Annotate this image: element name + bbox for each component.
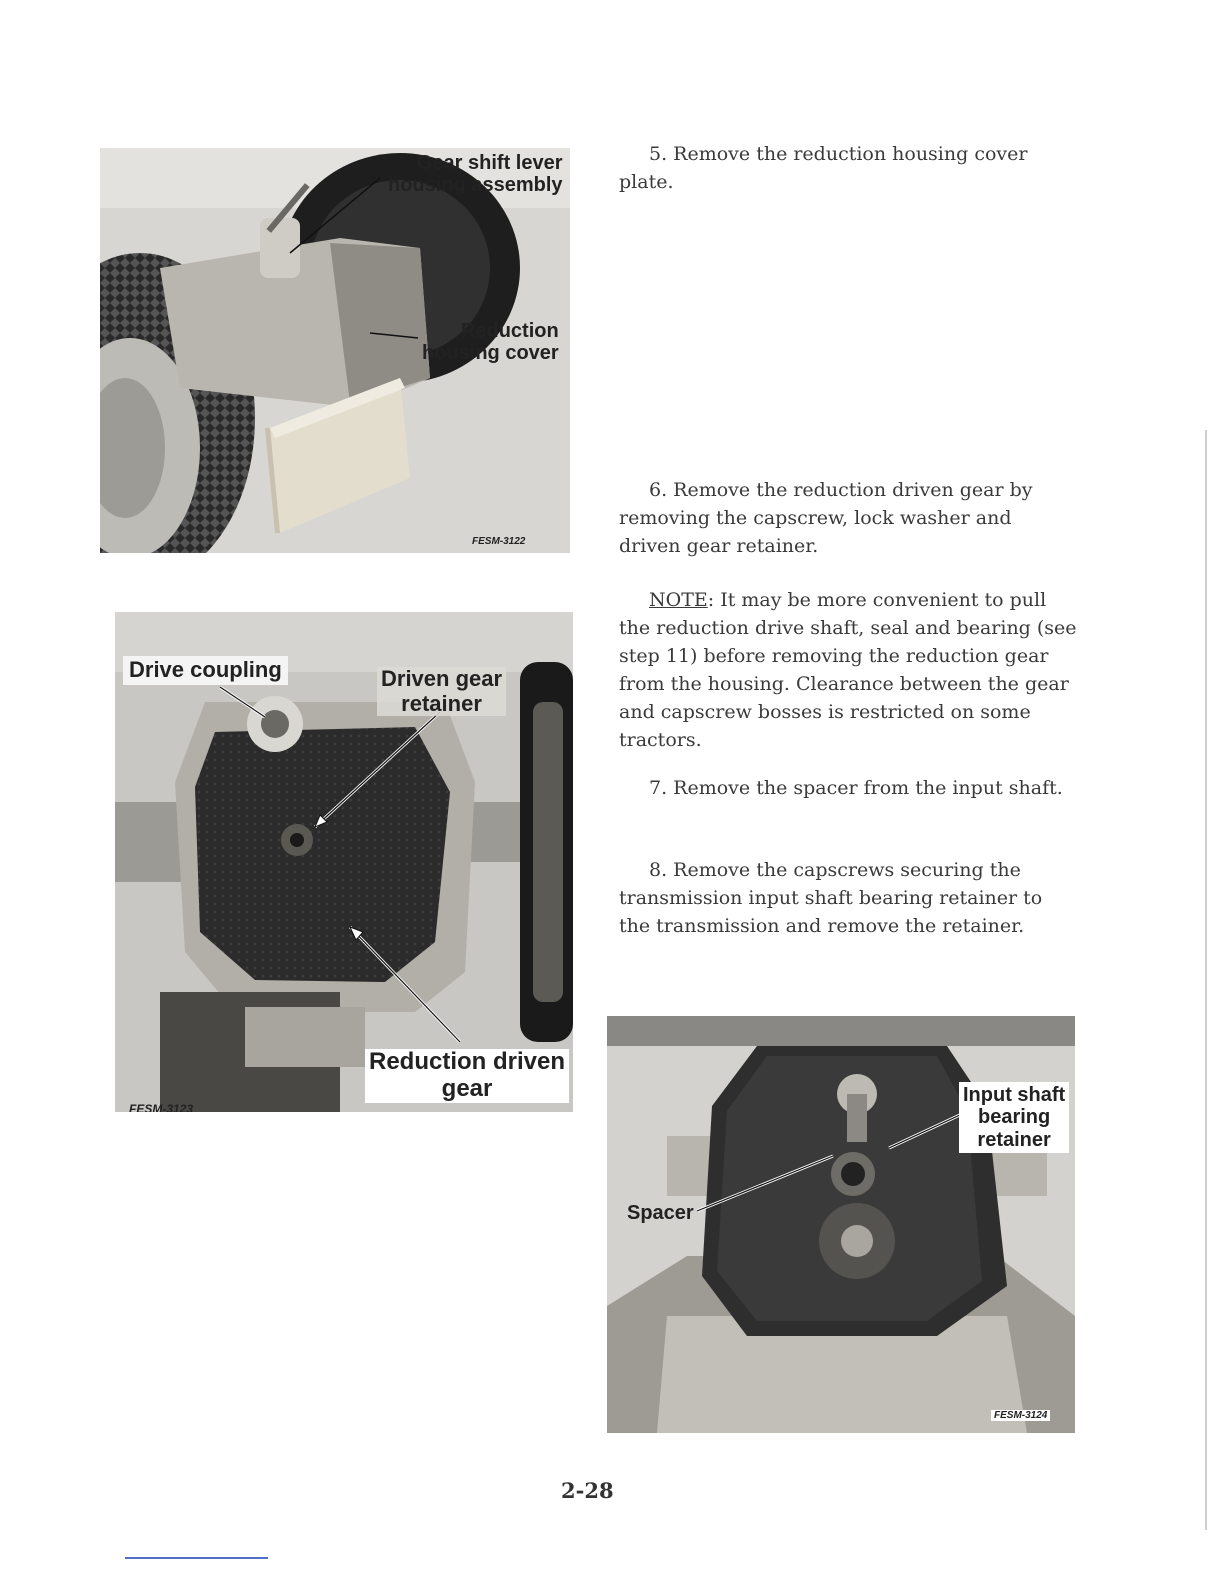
step-8-text: 8. Remove the capscrews securing the transmission input shaft bearing retainer to the transmission and remove the retainer. xyxy=(619,859,1043,937)
step-8 xyxy=(619,856,1079,940)
step-6-text: 6. Remove the reduction driven gear by removing the capscrew, lock washer and driven gear retainer. xyxy=(619,479,1033,557)
figure-fesm-3124 xyxy=(607,1016,1075,1433)
page-number: 2-28 xyxy=(561,1478,614,1503)
note-label: NOTE xyxy=(649,589,708,611)
step-6 xyxy=(619,476,1079,560)
input-shaft-retainer-photo xyxy=(607,1016,1075,1433)
label-reduction-driven-gear: Reduction driven gear xyxy=(365,1049,569,1103)
step-7 xyxy=(619,774,1079,802)
figure-id-fesm-3124: FESM-3124 xyxy=(991,1410,1050,1421)
note-text: : It may be more convenient to pull the reduction drive shaft, seal and bearing (see step 11) before removing the reduction gear from the housing. Clearance between the gear and capscrew bosses is restricted on some tractors. xyxy=(619,589,1077,751)
page-edge-mark xyxy=(1205,430,1207,1530)
label-drive-coupling: Drive coupling xyxy=(123,656,288,685)
label-gear-shift-lever: Gear shift lever housing assembly xyxy=(388,152,563,197)
footnote-divider xyxy=(125,1557,268,1559)
step-7-text: 7. Remove the spacer from the input shaft. xyxy=(649,777,1063,799)
step-5 xyxy=(619,140,1079,196)
label-spacer: Spacer xyxy=(627,1202,694,1224)
label-driven-gear-retainer: Driven gear retainer xyxy=(377,667,506,716)
figure-fesm-3122 xyxy=(100,148,570,553)
figure-id-fesm-3123: FESM-3123 xyxy=(129,1102,194,1112)
note xyxy=(619,586,1079,754)
figure-id-fesm-3122: FESM-3122 xyxy=(472,536,526,547)
step-5-text: 5. Remove the reduction housing cover plate. xyxy=(619,143,1028,193)
figure-fesm-3123 xyxy=(115,612,573,1112)
label-input-shaft-bearing-retainer: Input shaft bearing retainer xyxy=(959,1082,1069,1153)
label-reduction-housing-cover: Reduction housing cover xyxy=(422,320,559,365)
